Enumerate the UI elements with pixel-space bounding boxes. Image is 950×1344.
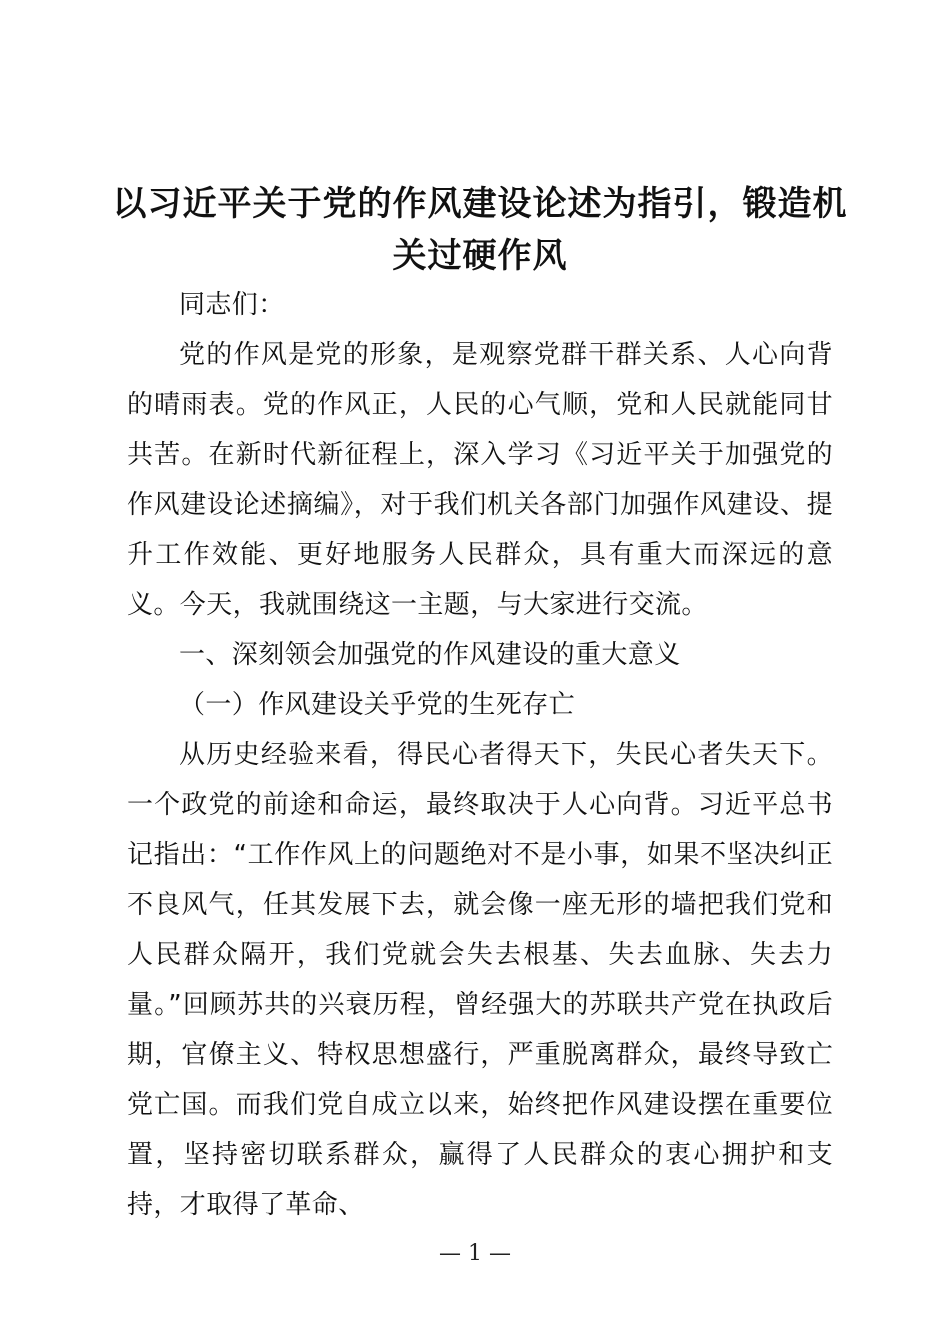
paragraph-intro: 党的作风是党的形象，是观察党群干群关系、人心向背的晴雨表。党的作风正，人民的心气顺，党和人民就能同甘共苦。在新时代新征程上，深入学习《习近平关于加强党的作风建设论述摘编》，对于我们机关各部门加强作风建设、提升工作效能、更好地服务人民群众，具有重大而深远的意义。今天，我就围绕这一主题，与大家进行交流。: [127, 340, 833, 620]
salutation: 同志们：: [179, 290, 285, 320]
document-title: 以习近平关于党的作风建设论述为指引，锻造机关过硬作风: [112, 184, 848, 276]
subsection-heading-1: （一）作风建设关乎党的生死存亡: [179, 690, 576, 720]
section-heading-1: 一、深刻领会加强党的作风建设的重大意义: [179, 640, 681, 670]
paragraph-history: 从历史经验来看，得民心者得天下，失民心者失天下。一个政党的前途和命运，最终取决于人心向背。习近平总书记指出：“工作作风上的问题绝对不是小事，如果不坚决纠正不良风气，任其发展下去，就会像一座无形的墙把我们党和人民群众隔开，我们党就会失去根基、失去血脉、失去力量。”回顾苏共的兴衰历程，曾经强大的苏联共产党在执政后期，官僚主义、特权思想盛行，严重脱离群众，最终导致亡党亡国。而我们党自成立以来，始终把作风建设摆在重要位置，坚持密切联系群众，赢得了人民群众的衷心拥护和支持，才取得了革命、: [127, 740, 833, 1220]
page-number: — 1 —: [439, 1241, 511, 1266]
document-body: [127, 280, 833, 1230]
